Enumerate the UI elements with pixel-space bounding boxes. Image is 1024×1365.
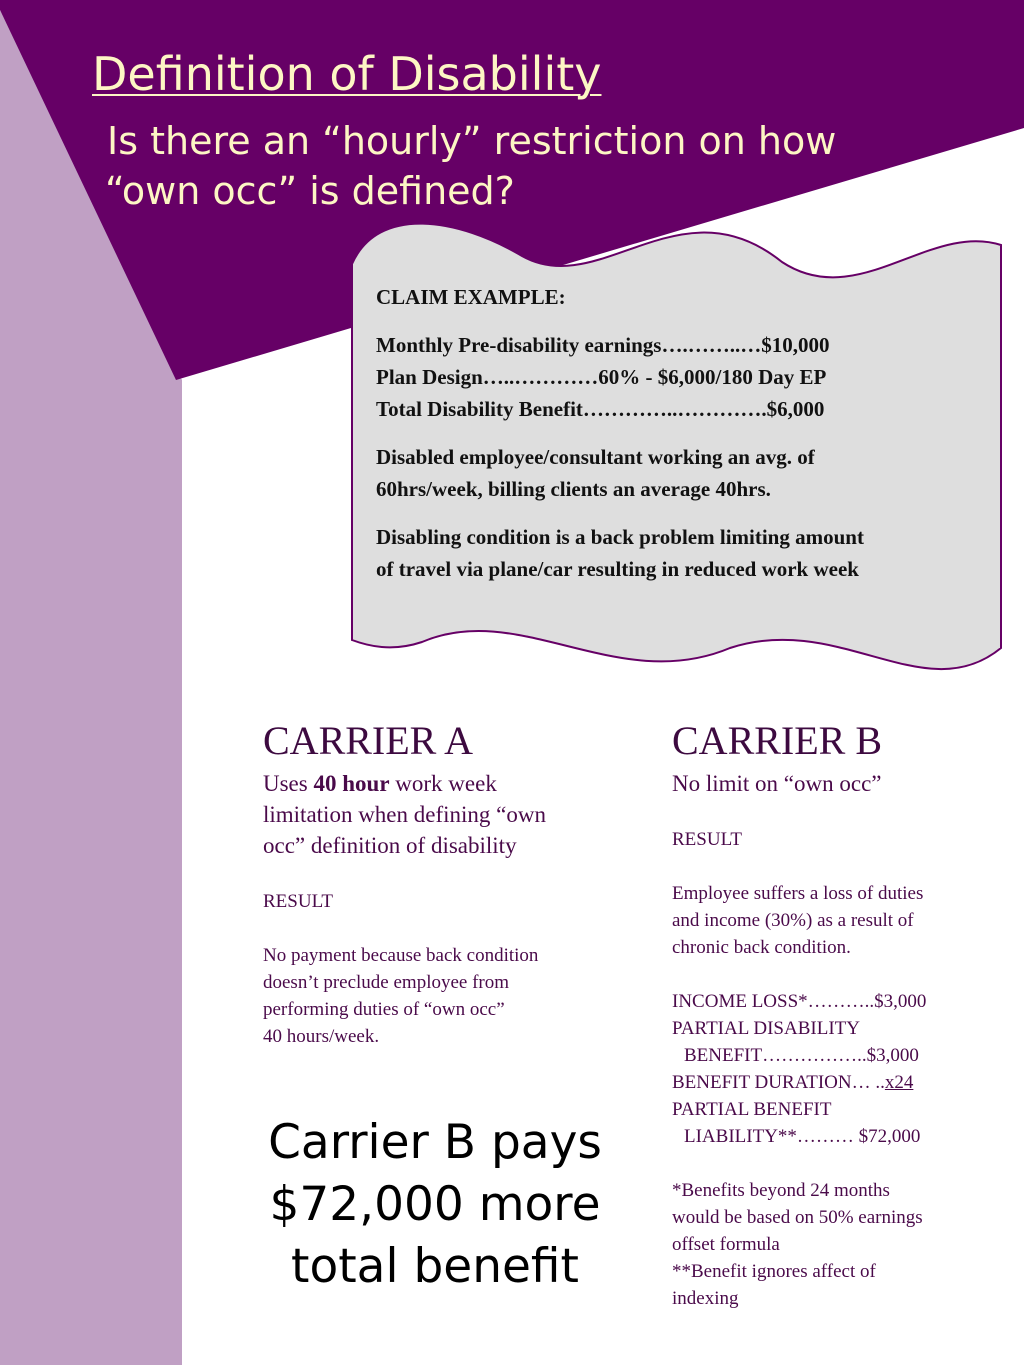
carrier-a-result-line-3: performing duties of “own occ” xyxy=(263,999,505,1020)
carrier-a-lead-line-3: occ” definition of disability xyxy=(263,833,517,858)
carrier-a-result-line-2: doesn’t preclude employee from xyxy=(263,972,510,993)
carrier-b-result-line-1: Employee suffers a loss of duties xyxy=(672,883,924,904)
carrier-a-lead-pre: Uses xyxy=(263,771,314,796)
carrier-a-lead-bold: 40 hour xyxy=(313,771,390,796)
page-subtitle xyxy=(107,116,907,216)
carrier-b-duration-label: BENEFIT DURATION… .. xyxy=(672,1072,885,1093)
carrier-a-description xyxy=(263,768,613,861)
carrier-b-partial-benefit: BENEFIT……………..$3,000 xyxy=(684,1045,919,1066)
carrier-b-duration xyxy=(672,1069,1002,1096)
claim-heading: CLAIM EXAMPLE: xyxy=(376,285,566,309)
carrier-b-partial-label: PARTIAL DISABILITY xyxy=(672,1018,860,1039)
page-title: Definition of Disability xyxy=(92,47,602,101)
subtitle-line-1: Is there an “hourly” restriction on how xyxy=(107,119,837,163)
carrier-a-result xyxy=(263,861,613,1050)
carrier-a-result-line-4: 40 hours/week. xyxy=(263,1026,380,1047)
carrier-a-lead-line-1 xyxy=(263,768,613,799)
claim-benefit-line: Total Disability Benefit…………..………….$6,000 xyxy=(376,397,825,421)
carrier-b-result-line-3: chronic back condition. xyxy=(672,937,851,958)
claim-condition-line-1: Disabling condition is a back problem limiting amount xyxy=(376,525,864,549)
claim-example xyxy=(376,281,1006,585)
carrier-b-description xyxy=(672,768,1002,799)
carrier-b-result xyxy=(672,799,1002,1312)
carrier-b-note-2-line-2: indexing xyxy=(672,1288,739,1309)
carrier-b-note-1-line-2: would be based on 50% earnings xyxy=(672,1207,923,1228)
subtitle-line-2: “own occ” is defined? xyxy=(105,169,515,213)
carrier-b-lead: No limit on “own occ” xyxy=(672,771,882,796)
carrier-b-note-1-line-1: *Benefits beyond 24 months xyxy=(672,1180,890,1201)
carrier-b-liability-value: LIABILITY**……… $72,000 xyxy=(684,1126,921,1147)
carrier-a-result-line-1: No payment because back condition xyxy=(263,945,539,966)
summary-line-3: total benefit xyxy=(291,1239,579,1294)
carrier-b-duration-value: x24 xyxy=(884,1072,914,1093)
claim-condition-line-2: of travel via plane/car resulting in reduced work week xyxy=(376,557,859,581)
carrier-b-liability-label: PARTIAL BENEFIT xyxy=(672,1099,832,1120)
claim-employee-line-1: Disabled employee/consultant working an avg. of xyxy=(376,445,815,469)
carrier-b-heading: CARRIER B xyxy=(672,718,883,763)
carrier-a-result-label: RESULT xyxy=(263,891,334,912)
carrier-b-result-line-2: and income (30%) as a result of xyxy=(672,910,914,931)
carrier-b-income-loss: INCOME LOSS*………..$3,000 xyxy=(672,991,927,1012)
carrier-a-section xyxy=(263,718,613,1050)
carrier-a-lead-line-2: limitation when defining “own xyxy=(263,802,546,827)
summary-line-2: $72,000 more xyxy=(269,1177,601,1232)
carrier-b-note-1-line-3: offset formula xyxy=(672,1234,780,1255)
carrier-a-heading: CARRIER A xyxy=(263,718,474,763)
carrier-b-note-2-line-1: **Benefit ignores affect of xyxy=(672,1261,876,1282)
claim-employee-line-2: 60hrs/week, billing clients an average 40hrs. xyxy=(376,477,771,501)
carrier-b-result-label: RESULT xyxy=(672,829,743,850)
summary-line-1: Carrier B pays xyxy=(268,1115,602,1170)
claim-earnings-line: Monthly Pre-disability earnings….……..…$10,000 xyxy=(376,333,830,357)
summary-callout xyxy=(240,1112,630,1298)
carrier-b-section xyxy=(672,718,1002,1312)
carrier-a-lead-post: work week xyxy=(389,771,497,796)
claim-plan-line: Plan Design…..…………60% - $6,000/180 Day EP xyxy=(376,365,827,389)
